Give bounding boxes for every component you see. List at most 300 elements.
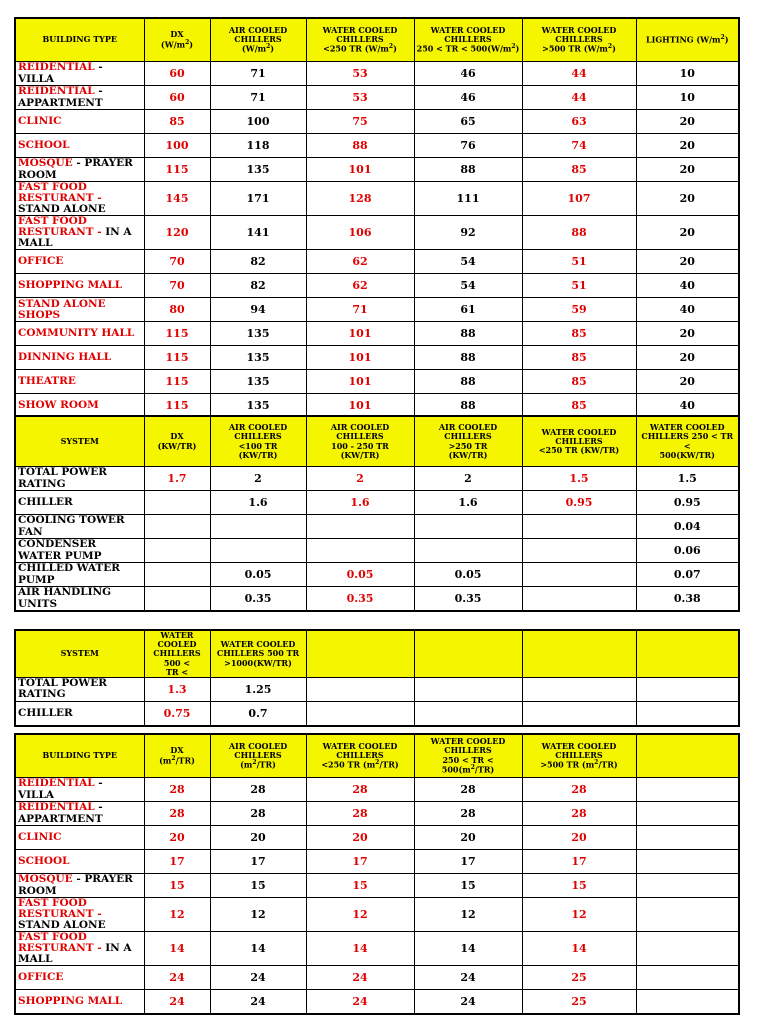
- table-cell: [144, 515, 210, 539]
- table-cell: 88: [414, 158, 522, 182]
- table-cell: 20: [636, 322, 739, 346]
- table-cell: 88: [306, 134, 414, 158]
- table-row: [15, 874, 739, 898]
- col-header-water-cooled-gt500: WATER COOLED CHILLERS >500 TR $(m^2/TR)$: [522, 734, 636, 778]
- table-cell: 51: [522, 250, 636, 274]
- col-header-air-cooled: AIR COOLED CHILLERS $(m^2/TR)$: [210, 734, 306, 778]
- table-cell: 135: [210, 370, 306, 394]
- row-label: COOLING TOWER FAN: [15, 515, 144, 539]
- table-cell: 171: [210, 182, 306, 216]
- table-cell: 101: [306, 346, 414, 370]
- table-cell: 40: [636, 298, 739, 322]
- table-cell: 24: [144, 990, 210, 1015]
- row-label-secondary: - PRAYER ROOM: [18, 873, 133, 897]
- row-label: [15, 298, 144, 322]
- table-cell: 100: [144, 134, 210, 158]
- table-row: [15, 250, 739, 274]
- row-label-primary: FAST FOOD RESTURANT -: [18, 181, 102, 205]
- table-cell: 10: [636, 86, 739, 110]
- table-cell: 12: [522, 898, 636, 932]
- table-cell: 44: [522, 62, 636, 86]
- table-cell: 17: [522, 850, 636, 874]
- col-header-empty: [636, 630, 739, 677]
- table-cell: [210, 515, 306, 539]
- table-row: [15, 274, 739, 298]
- empty-cell: [522, 677, 636, 701]
- row-label: [15, 182, 144, 216]
- row-label-primary: COMMUNITY HALL: [18, 327, 135, 340]
- table-row: [15, 322, 739, 346]
- table-cell: 101: [306, 370, 414, 394]
- table-cell: 24: [210, 966, 306, 990]
- table-cell: 1.6: [306, 491, 414, 515]
- table-cell: [522, 515, 636, 539]
- table-cell: 54: [414, 250, 522, 274]
- row-label: [15, 158, 144, 182]
- table-cell: 12: [414, 898, 522, 932]
- table-cell: 15: [210, 874, 306, 898]
- col-header-lighting: LIGHTING $(W/m^2)$: [636, 18, 739, 62]
- col-header-water-cooled-250-500: WATER COOLED CHILLERS 250 < TR < $500(m^2/TR)$: [414, 734, 522, 778]
- table-cell: 94: [210, 298, 306, 322]
- table-cell: 135: [210, 346, 306, 370]
- table-cell: 20: [210, 826, 306, 850]
- table-cell: 15: [414, 874, 522, 898]
- table-row: [15, 539, 739, 563]
- row-label-secondary: STAND ALONE: [18, 919, 106, 932]
- row-label: [15, 62, 144, 86]
- table-cell: 28: [306, 778, 414, 802]
- table-cell: 24: [306, 966, 414, 990]
- empty-cell: [636, 677, 739, 701]
- empty-cell: [522, 701, 636, 726]
- row-label-primary: THEATRE: [18, 375, 76, 388]
- row-label: [15, 826, 144, 850]
- table-cell: 14: [306, 932, 414, 966]
- row-label-primary: REIDENTIAL: [18, 801, 95, 814]
- table-cell: 0.04: [636, 515, 739, 539]
- table-row: [15, 346, 739, 370]
- table-cell: 20: [306, 826, 414, 850]
- table-header-row: [15, 734, 739, 778]
- empty-cell: [414, 701, 522, 726]
- table-cell: 88: [414, 370, 522, 394]
- table-cell: 111: [414, 182, 522, 216]
- table-cell: 1.5: [522, 467, 636, 491]
- row-label: [15, 898, 144, 932]
- table-cell: 1.25: [210, 677, 306, 701]
- table-cell: 20: [636, 346, 739, 370]
- table-cell: 1.7: [144, 467, 210, 491]
- table-cell: 62: [306, 250, 414, 274]
- table-cell: 12: [210, 898, 306, 932]
- table-cell: 0.35: [414, 587, 522, 612]
- row-label-primary: CLINIC: [18, 114, 62, 127]
- col-header-water-cooled-gt500: WATER COOLED CHILLERS >500 TR $(W/m^2)$: [522, 18, 636, 62]
- row-label: [15, 346, 144, 370]
- col-header-dx: DX $(m^2/TR)$: [144, 734, 210, 778]
- empty-cell: [306, 677, 414, 701]
- table-cell: 106: [306, 216, 414, 250]
- table-row: [15, 182, 739, 216]
- row-label-primary: STAND ALONE SHOPS: [18, 297, 106, 321]
- row-label-primary: OFFICE: [18, 255, 64, 268]
- col-header-water-cooled-lt250: WATER COOLED CHILLERS <250 TR $(W/m^2)$: [306, 18, 414, 62]
- table-cell: 24: [144, 966, 210, 990]
- table-cell: 101: [306, 322, 414, 346]
- table-cell: 25: [522, 990, 636, 1015]
- table-cell: 80: [144, 298, 210, 322]
- table-cell: 24: [414, 966, 522, 990]
- row-label-secondary: - APPARTMENT: [18, 801, 103, 825]
- row-label: CHILLER: [15, 701, 144, 726]
- table-cell: 65: [414, 110, 522, 134]
- table-cell: 20: [522, 826, 636, 850]
- table-cell: 0.7: [210, 701, 306, 726]
- table-cell: 53: [306, 86, 414, 110]
- table-cell: 62: [306, 274, 414, 298]
- table-cell: [522, 539, 636, 563]
- col-header-water-cooled-500-1000: WATER COOLED CHILLERS 500 < TR <: [144, 630, 210, 677]
- row-label-secondary: - VILLA: [18, 61, 103, 85]
- table-cell: [636, 778, 739, 802]
- table-cell: 10: [636, 62, 739, 86]
- table-cell: 28: [210, 802, 306, 826]
- table-row: [15, 110, 739, 134]
- row-label: [15, 802, 144, 826]
- table-cell: 61: [414, 298, 522, 322]
- table-cell: 12: [144, 898, 210, 932]
- system-power-table: [14, 415, 740, 612]
- row-label: TOTAL POWER RATING: [15, 467, 144, 491]
- table-cell: [522, 587, 636, 612]
- table-header-row: [15, 18, 739, 62]
- table-row: [15, 491, 739, 515]
- table-cell: 85: [522, 346, 636, 370]
- table-row: [15, 966, 739, 990]
- table-cell: 85: [522, 370, 636, 394]
- col-header-empty: [636, 734, 739, 778]
- table-cell: 20: [636, 134, 739, 158]
- col-header-water-cooled-lt250: WATER COOLED CHILLERS <250 TR (KW/TR): [522, 416, 636, 467]
- table-row: [15, 86, 739, 110]
- table-cell: 0.35: [210, 587, 306, 612]
- table-cell: 20: [636, 182, 739, 216]
- col-header-system: SYSTEM: [15, 416, 144, 467]
- table-row: [15, 898, 739, 932]
- col-header-water-cooled-250-500: WATER COOLED CHILLERS 250 < TR < $500(W/m^2)$: [414, 18, 522, 62]
- table-cell: 88: [414, 322, 522, 346]
- row-label: [15, 134, 144, 158]
- row-label: [15, 990, 144, 1015]
- table-cell: 0.07: [636, 563, 739, 587]
- table-cell: 14: [144, 932, 210, 966]
- table-cell: [210, 539, 306, 563]
- table-cell: [522, 563, 636, 587]
- table-row: [15, 850, 739, 874]
- table-cell: [636, 898, 739, 932]
- row-label: [15, 322, 144, 346]
- empty-cell: [306, 701, 414, 726]
- table-cell: 0.05: [306, 563, 414, 587]
- row-label-primary: REIDENTIAL: [18, 61, 95, 74]
- table-cell: 74: [522, 134, 636, 158]
- table-cell: 46: [414, 86, 522, 110]
- table-row: [15, 216, 739, 250]
- row-label: AIR HANDLING UNITS: [15, 587, 144, 612]
- table-cell: 14: [210, 932, 306, 966]
- table-row: [15, 515, 739, 539]
- table-cell: 17: [210, 850, 306, 874]
- table-cell: 28: [144, 778, 210, 802]
- table-cell: 118: [210, 134, 306, 158]
- empty-cell: [414, 677, 522, 701]
- table-cell: 0.35: [306, 587, 414, 612]
- col-header-air-cooled-lt100: AIR COOLED CHILLERS <100 TR (KW/TR): [210, 416, 306, 467]
- table-header-row: [15, 416, 739, 467]
- table-cell: 120: [144, 216, 210, 250]
- row-label: [15, 250, 144, 274]
- row-label-primary: FAST FOOD RESTURANT -: [18, 931, 102, 955]
- table-cell: 135: [210, 322, 306, 346]
- table-row: [15, 778, 739, 802]
- table-row: [15, 134, 739, 158]
- table-row: [15, 802, 739, 826]
- table-cell: [144, 539, 210, 563]
- table-cell: 1.5: [636, 467, 739, 491]
- table-cell: 40: [636, 274, 739, 298]
- table-cell: [144, 587, 210, 612]
- col-header-air-cooled-gt250: AIR COOLED CHILLERS >250 TR (KW/TR): [414, 416, 522, 467]
- row-label: [15, 274, 144, 298]
- row-label: [15, 932, 144, 966]
- col-header-dx: DX (KW/TR): [144, 416, 210, 467]
- col-header-air-cooled-100-250: AIR COOLED CHILLERS 100 - 250 TR (KW/TR): [306, 416, 414, 467]
- table-cell: 1.6: [414, 491, 522, 515]
- table-cell: 70: [144, 274, 210, 298]
- table-cell: 40: [636, 394, 739, 419]
- row-label-primary: SCHOOL: [18, 138, 70, 151]
- table-cell: 76: [414, 134, 522, 158]
- row-label: [15, 86, 144, 110]
- table-cell: 15: [522, 874, 636, 898]
- table-cell: 115: [144, 394, 210, 419]
- table-cell: 54: [414, 274, 522, 298]
- col-header-building-type: BUILDING TYPE: [15, 734, 144, 778]
- table-cell: 71: [210, 86, 306, 110]
- row-label-primary: OFFICE: [18, 971, 64, 984]
- row-label-primary: SCHOOL: [18, 854, 70, 867]
- col-header-building-type: BUILDING TYPE: [15, 18, 144, 62]
- table-cell: 17: [306, 850, 414, 874]
- row-label: CHILLER: [15, 491, 144, 515]
- table-cell: 15: [306, 874, 414, 898]
- table-cell: 28: [522, 778, 636, 802]
- row-label: [15, 778, 144, 802]
- table-cell: 88: [522, 216, 636, 250]
- table-row: [15, 990, 739, 1015]
- table-cell: 107: [522, 182, 636, 216]
- table-cell: 20: [414, 826, 522, 850]
- table-cell: 24: [306, 990, 414, 1015]
- table-cell: 141: [210, 216, 306, 250]
- col-header-system: SYSTEM: [15, 630, 144, 677]
- table-cell: 17: [144, 850, 210, 874]
- table-cell: [636, 850, 739, 874]
- table-cell: 85: [144, 110, 210, 134]
- table-cell: 85: [522, 322, 636, 346]
- col-header-water-cooled-250-500: WATER COOLED CHILLERS 250 < TR < 500(KW/TR): [636, 416, 739, 467]
- row-label: [15, 216, 144, 250]
- table-cell: 20: [636, 250, 739, 274]
- table-cell: 0.95: [522, 491, 636, 515]
- row-label-secondary: IN A MALL: [18, 942, 132, 966]
- table-cell: 71: [306, 298, 414, 322]
- table-cell: 63: [522, 110, 636, 134]
- table-row: [15, 370, 739, 394]
- row-label-primary: SHOPPING MALL: [18, 995, 123, 1008]
- row-label: [15, 370, 144, 394]
- table-cell: 60: [144, 86, 210, 110]
- table-cell: 1.3: [144, 677, 210, 701]
- table-cell: 20: [144, 826, 210, 850]
- table-cell: [414, 515, 522, 539]
- row-label-secondary: IN A MALL: [18, 226, 132, 250]
- row-label-primary: SHOW ROOM: [18, 399, 99, 412]
- row-label: [15, 874, 144, 898]
- col-header-water-cooled-lt250: WATER COOLED CHILLERS <250 TR $(m^2/TR)$: [306, 734, 414, 778]
- table-cell: 145: [144, 182, 210, 216]
- table-cell: 28: [522, 802, 636, 826]
- table-row: [15, 298, 739, 322]
- table-cell: 115: [144, 158, 210, 182]
- table-cell: 2: [210, 467, 306, 491]
- table-cell: [636, 966, 739, 990]
- row-label-secondary: - VILLA: [18, 777, 103, 801]
- col-header-empty: [414, 630, 522, 677]
- table-cell: 28: [414, 802, 522, 826]
- table-cell: 28: [210, 778, 306, 802]
- table-cell: 24: [414, 990, 522, 1015]
- table-row: [15, 158, 739, 182]
- table-cell: 88: [414, 394, 522, 419]
- table-row: [15, 467, 739, 491]
- row-label: CHILLED WATER PUMP: [15, 563, 144, 587]
- table-cell: 44: [522, 86, 636, 110]
- table-row: [15, 62, 739, 86]
- row-label-primary: REIDENTIAL: [18, 85, 95, 98]
- table-cell: 82: [210, 274, 306, 298]
- table-cell: 53: [306, 62, 414, 86]
- row-label-primary: MOSQUE: [18, 157, 73, 170]
- col-header-empty: [306, 630, 414, 677]
- table-cell: [636, 932, 739, 966]
- table-cell: 59: [522, 298, 636, 322]
- table-cell: 0.05: [210, 563, 306, 587]
- row-label-primary: CLINIC: [18, 830, 62, 843]
- table-row: [15, 932, 739, 966]
- area-per-ton-table: [14, 733, 740, 1015]
- table-cell: [636, 990, 739, 1015]
- table-cell: 92: [414, 216, 522, 250]
- table-cell: 2: [414, 467, 522, 491]
- row-label-primary: FAST FOOD RESTURANT -: [18, 897, 102, 921]
- table-cell: 71: [210, 62, 306, 86]
- table-row: [15, 587, 739, 612]
- table-cell: 100: [210, 110, 306, 134]
- table-cell: 28: [306, 802, 414, 826]
- row-label: [15, 966, 144, 990]
- table-cell: 82: [210, 250, 306, 274]
- row-label-secondary: - APPARTMENT: [18, 85, 103, 109]
- table-cell: 20: [636, 370, 739, 394]
- table-cell: 20: [636, 216, 739, 250]
- table-cell: 0.95: [636, 491, 739, 515]
- table-cell: 85: [522, 158, 636, 182]
- table-cell: 101: [306, 158, 414, 182]
- table-cell: 60: [144, 62, 210, 86]
- col-header-air-cooled: AIR COOLED CHILLERS $(W/m^2)$: [210, 18, 306, 62]
- table-cell: 14: [522, 932, 636, 966]
- table-cell: 135: [210, 158, 306, 182]
- table-cell: 128: [306, 182, 414, 216]
- row-label-primary: FAST FOOD RESTURANT -: [18, 215, 102, 239]
- table-cell: 75: [306, 110, 414, 134]
- table-cell: 101: [306, 394, 414, 419]
- table-cell: 12: [306, 898, 414, 932]
- table-cell: 24: [210, 990, 306, 1015]
- table-cell: 115: [144, 346, 210, 370]
- table-cell: 28: [144, 802, 210, 826]
- row-label-secondary: STAND ALONE: [18, 203, 106, 216]
- table-cell: [414, 539, 522, 563]
- col-header-water-cooled-gt1000: WATER COOLED CHILLERS 500 TR >1000(KW/TR): [210, 630, 306, 677]
- row-label-primary: DINNING HALL: [18, 351, 112, 364]
- table-cell: 17: [414, 850, 522, 874]
- table-cell: 15: [144, 874, 210, 898]
- table-row: [15, 701, 739, 726]
- table-cell: 0.06: [636, 539, 739, 563]
- table-cell: 135: [210, 394, 306, 419]
- table-cell: [306, 539, 414, 563]
- table-cell: 115: [144, 370, 210, 394]
- table-cell: [144, 563, 210, 587]
- table-header-row: [15, 630, 739, 677]
- table-row: [15, 563, 739, 587]
- table-row: [15, 826, 739, 850]
- table-cell: 70: [144, 250, 210, 274]
- row-label: CONDENSER WATER PUMP: [15, 539, 144, 563]
- table-cell: 115: [144, 322, 210, 346]
- table-cell: 51: [522, 274, 636, 298]
- table-cell: 20: [636, 110, 739, 134]
- row-label: [15, 850, 144, 874]
- power-density-table: [14, 17, 740, 419]
- row-label-primary: REIDENTIAL: [18, 777, 95, 790]
- row-label-primary: SHOPPING MALL: [18, 279, 123, 292]
- row-label: TOTAL POWER RATING: [15, 677, 144, 701]
- row-label: [15, 110, 144, 134]
- table-cell: 88: [414, 346, 522, 370]
- row-label-secondary: - PRAYER ROOM: [18, 157, 133, 181]
- table-cell: [144, 491, 210, 515]
- table-cell: 46: [414, 62, 522, 86]
- col-header-empty: [522, 630, 636, 677]
- col-header-dx: DX $(W/m^2)$: [144, 18, 210, 62]
- table-cell: 0.38: [636, 587, 739, 612]
- table-cell: 20: [636, 158, 739, 182]
- table-cell: [636, 826, 739, 850]
